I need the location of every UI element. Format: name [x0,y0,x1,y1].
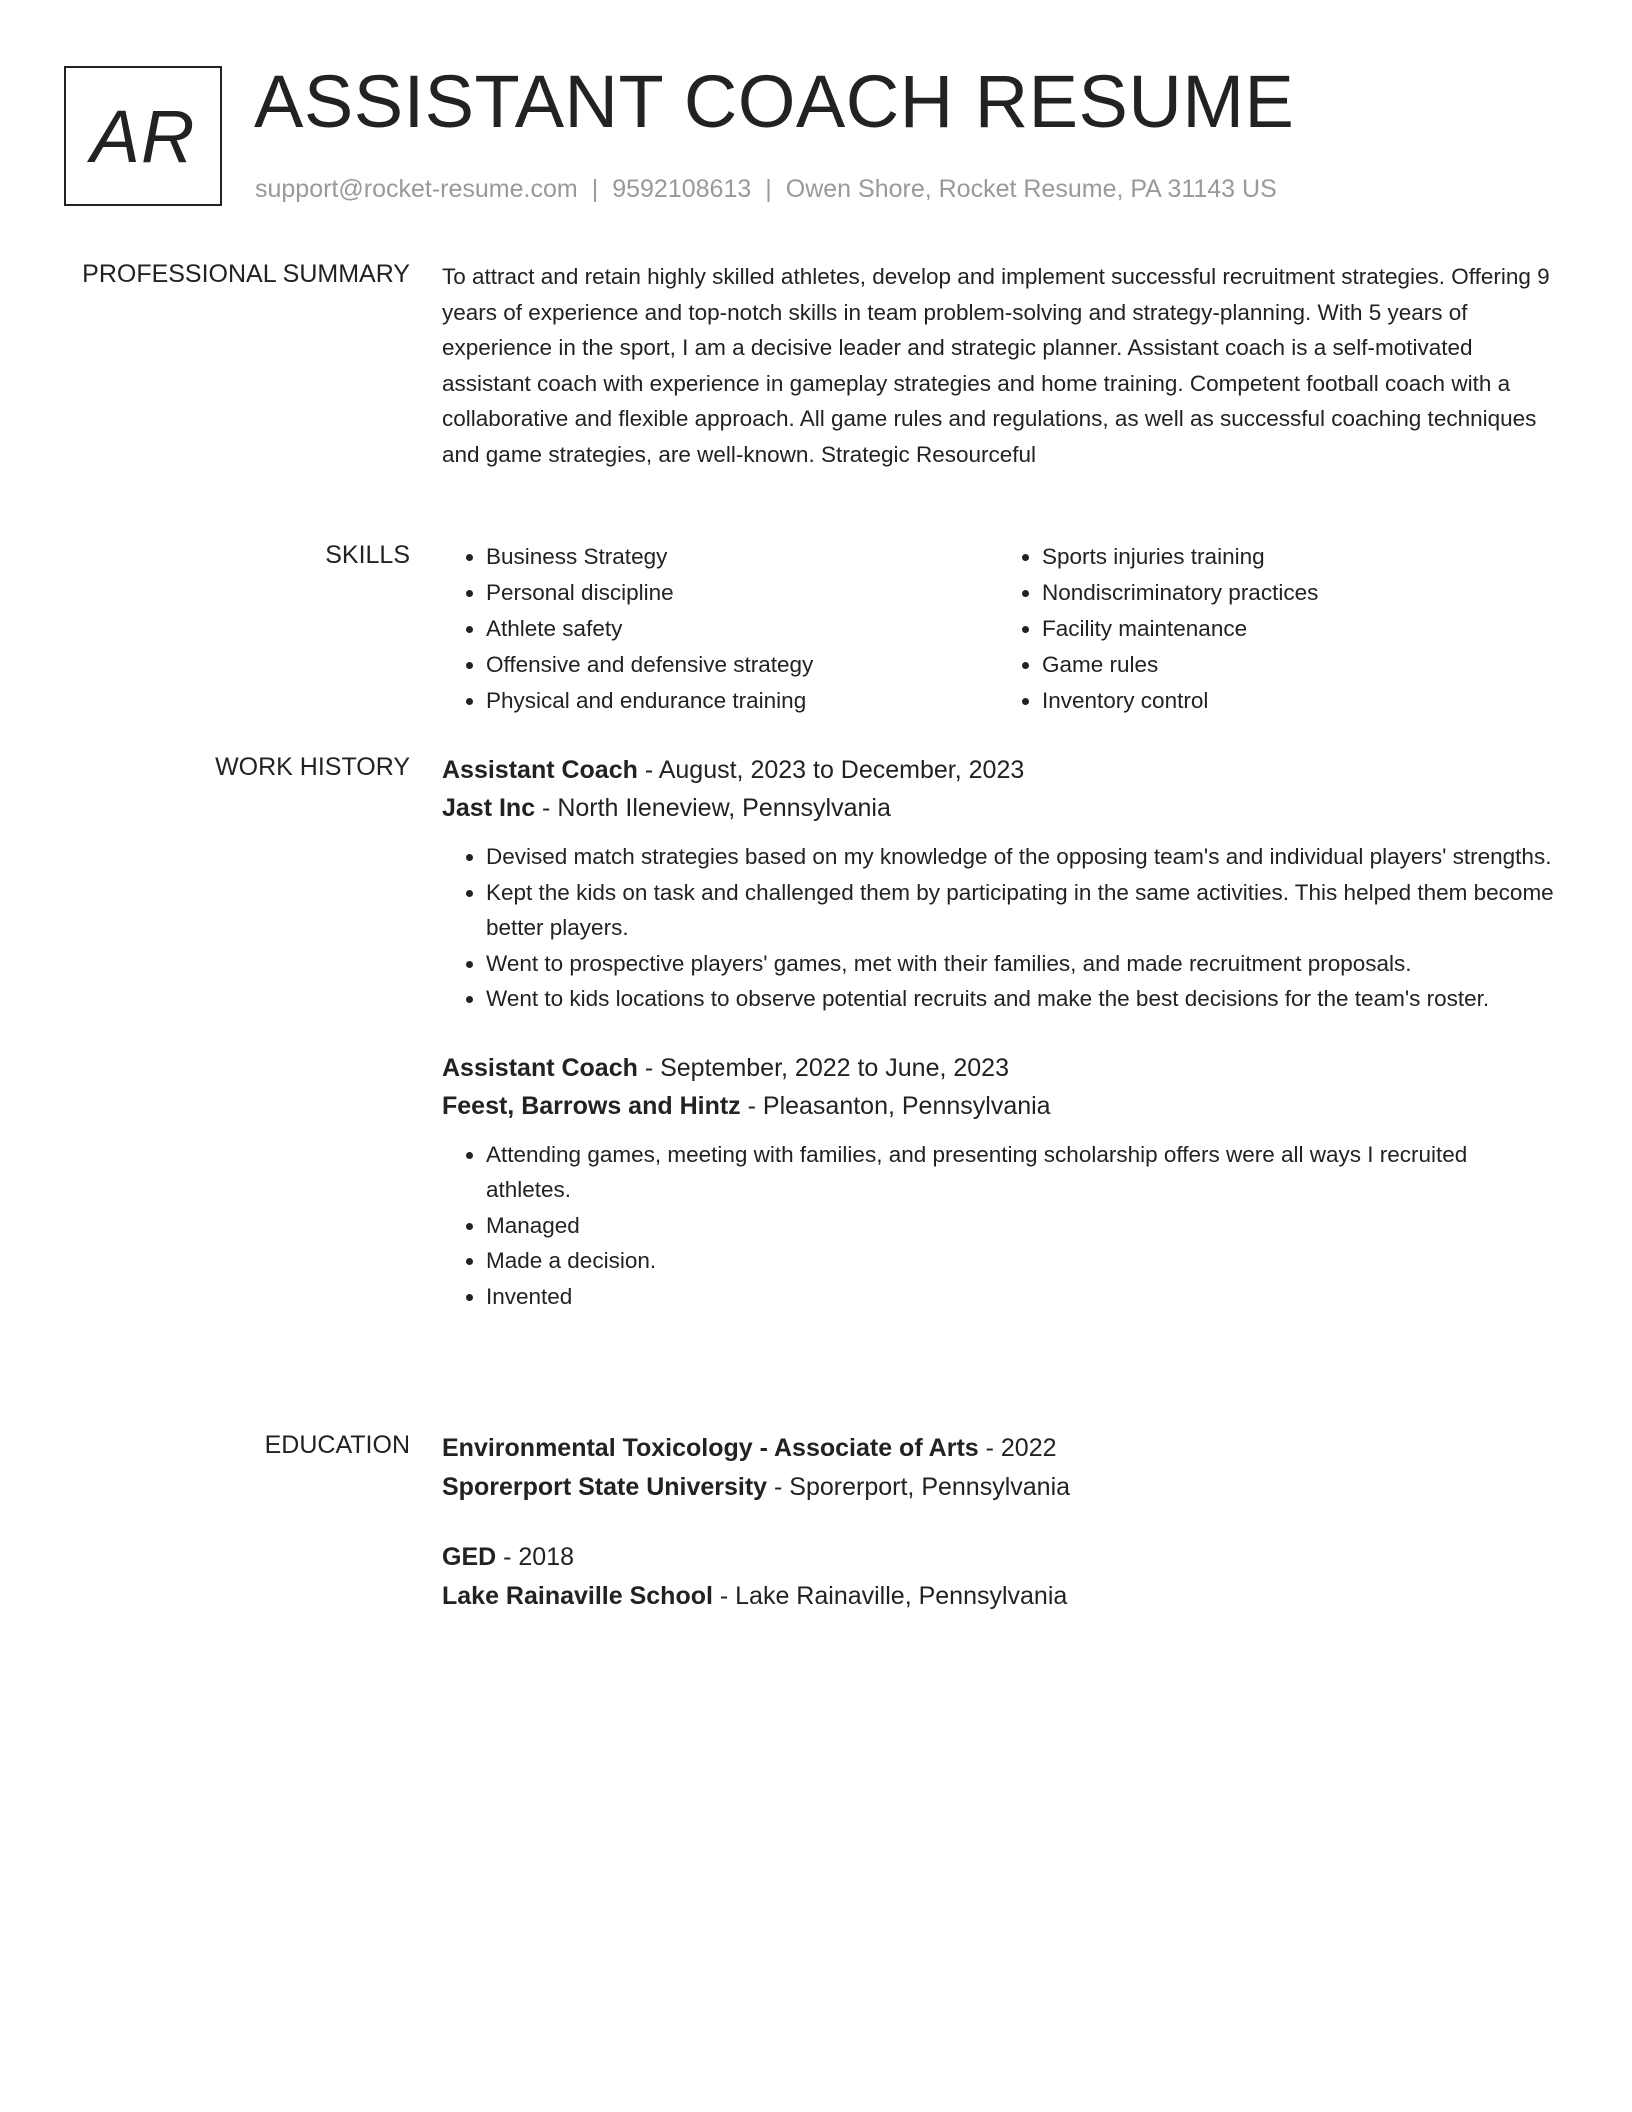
job-location: - North Ileneview, Pennsylvania [535,794,891,822]
job-duties [442,839,1554,1017]
education-school: Sporerport State University [442,1473,768,1501]
skill-item: • Nondiscriminatory practices [1042,575,1554,611]
monogram-badge: AR [64,66,222,206]
education-location: - Lake Rainaville, Pennsylvania [712,1582,1068,1610]
skill-item: • Game rules [1042,647,1554,683]
summary-heading: PROFESSIONAL SUMMARY [82,260,410,288]
education-location: - Sporerport, Pennsylvania [767,1473,1071,1501]
contact-address: Owen Shore, Rocket Resume, PA 31143 US [785,175,1277,203]
job-title: Assistant Coach [442,756,638,784]
education-body [442,1429,1554,1616]
skill-item: • Physical and endurance training [486,683,998,719]
duty-item: • Attending games, meeting with families, and presenting scholarship offers were all ways I recruited athletes. [486,1137,1554,1208]
job-title-line [442,1049,1554,1087]
duty-item: • Invented [486,1279,1554,1315]
education-entry [442,1429,1554,1507]
education-school-line [442,1577,1554,1616]
skill-item: • Offensive and defensive strategy [486,647,998,683]
work-history-heading: WORK HISTORY [215,753,410,781]
summary-text: To attract and retain highly skilled athletes, develop and implement successful recruitment strategies. Offering 9 years of experience and top-notch skills in team problem-solving and strategy-planning. With 5 years of experience in the sport, I am a decisive leader and strategic planner. Assistant coach is a self-motivated assistant coach with experience in gameplay strategies and home training. Competent football coach with a collaborative and flexible approach. All game rules and regulations, as well as successful coaching techniques and game strategies, are well-known. Strategic Resourceful [442,264,1550,467]
skills-list-left [442,539,998,719]
contact-line [255,174,1277,204]
skills-body [442,539,1554,719]
job-entry [442,1049,1554,1315]
education-year: - 2022 [978,1434,1057,1462]
duty-item: • Went to prospective players' games, met with their families, and made recruitment proposals. [486,946,1554,982]
education-degree-line [442,1429,1554,1468]
skill-item: • Personal discipline [486,575,998,611]
skills-heading: SKILLS [325,541,410,569]
skill-item: • Sports injuries training [1042,539,1554,575]
skill-item: • Business Strategy [486,539,998,575]
contact-separator: | [591,175,599,203]
resume-title: ASSISTANT COACH RESUME [254,60,1295,143]
job-dates: - August, 2023 to December, 2023 [637,756,1025,784]
summary-body [442,259,1554,472]
job-title-line [442,751,1554,789]
education-year: - 2018 [496,1543,575,1571]
skills-list-right [998,539,1554,719]
education-degree-line [442,1538,1554,1577]
education-degree: Environmental Toxicology - Associate of Arts [442,1434,979,1462]
duty-item: • Kept the kids on task and challenged them by participating in the same activities. This helped them become better players. [486,875,1554,946]
job-location: - Pleasanton, Pennsylvania [740,1091,1051,1120]
job-company-line [442,1087,1554,1125]
skill-item: • Athlete safety [486,611,998,647]
education-school: Lake Rainaville School [442,1582,713,1610]
job-company: Feest, Barrows and Hintz [442,1091,741,1120]
duty-item: • Went to kids locations to observe potential recruits and make the best decisions for the team's roster. [486,981,1554,1017]
education-heading: EDUCATION [264,1431,410,1459]
skills-columns [442,539,1554,719]
contact-phone: 9592108613 [612,175,752,203]
duty-item: • Made a decision. [486,1243,1554,1279]
job-duties [442,1137,1554,1315]
contact-separator: | [765,175,772,203]
job-entry [442,751,1554,1017]
skill-item: • Facility maintenance [1042,611,1554,647]
education-school-line [442,1468,1554,1507]
education-entry [442,1538,1554,1616]
duty-item: • Managed [486,1208,1554,1244]
work-history-body [442,751,1554,1314]
skill-item: • Inventory control [1042,683,1554,719]
education-degree: GED [442,1543,497,1571]
job-dates: - September, 2022 to June, 2023 [637,1053,1009,1082]
duty-item: • Devised match strategies based on my knowledge of the opposing team's and individual players' strengths. [486,839,1554,875]
job-title: Assistant Coach [442,1053,638,1082]
contact-email: support@rocket-resume.com [255,175,578,203]
job-company: Jast Inc [442,794,536,822]
job-company-line [442,789,1554,827]
